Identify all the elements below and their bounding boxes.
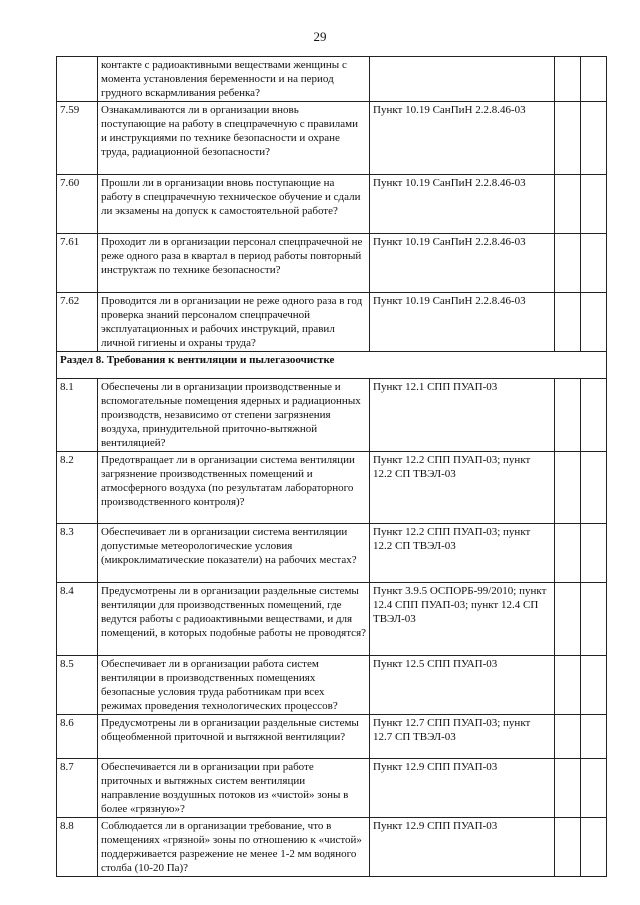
answer-cell[interactable] — [555, 524, 581, 583]
question-text: Предусмотрены ли в организации раздельные системы вентиляции для производственных помещений, где ведутся работы с радиоактивными веществами, и для помещений, в которых подобные работы не проводятся? — [98, 583, 370, 656]
item-number: 8.3 — [57, 524, 98, 583]
reference-text: Пункт 12.5 СПП ПУАП-03 — [370, 656, 555, 715]
note-cell[interactable] — [581, 293, 607, 352]
table-row — [57, 57, 607, 102]
note-cell[interactable] — [581, 379, 607, 452]
item-number: 8.6 — [57, 715, 98, 759]
table-row — [57, 759, 607, 818]
answer-cell[interactable] — [555, 583, 581, 656]
table-row — [57, 583, 607, 656]
answer-cell[interactable] — [555, 379, 581, 452]
item-number: 8.5 — [57, 656, 98, 715]
item-number: 8.7 — [57, 759, 98, 818]
reference-text — [370, 57, 555, 102]
note-cell[interactable] — [581, 57, 607, 102]
reference-text: Пункт 12.2 СПП ПУАП-03; пункт 12.2 СП ТВЭЛ-03 — [370, 452, 555, 524]
table-row — [57, 379, 607, 452]
table-row — [57, 293, 607, 352]
reference-text: Пункт 10.19 СанПиН 2.2.8.46-03 — [370, 175, 555, 234]
question-text: Предусмотрены ли в организации раздельные системы общеобменной приточной и вытяжной вентиляции? — [98, 715, 370, 759]
table-row — [57, 524, 607, 583]
answer-cell[interactable] — [555, 759, 581, 818]
item-number: 7.59 — [57, 102, 98, 175]
question-text: Обеспечивается ли в организации при работе приточных и вытяжных систем вентиляции направление воздушных потоков из «чистой» зоны в более «грязную»? — [98, 759, 370, 818]
item-number: 8.4 — [57, 583, 98, 656]
table-row — [57, 715, 607, 759]
question-text: Соблюдается ли в организации требование, что в помещениях «грязной» зоны по отношению к «чистой» поддерживается разрежение не менее 1-2 мм водяного столба (10-20 Па)? — [98, 818, 370, 877]
item-number: 8.2 — [57, 452, 98, 524]
question-text: Проходит ли в организации персонал спецпрачечной не реже одного раза в квартал в период работы повторный инструктаж по технике безопасности? — [98, 234, 370, 293]
question-text: Прошли ли в организации вновь поступающие на работу в спецпрачечную техническое обучение и сдали ли экзамены на допуск к самостоятельной работе? — [98, 175, 370, 234]
item-number: 7.62 — [57, 293, 98, 352]
answer-cell[interactable] — [555, 234, 581, 293]
question-text: Проводится ли в организации не реже одного раза в год проверка знаний персоналом спецпрачечной эксплуатационных и рабочих инструкций, правил личной гигиены и охраны труда? — [98, 293, 370, 352]
question-text: контакте с радиоактивными веществами женщины с момента установления беременности и на период грудного вскармливания ребенка? — [98, 57, 370, 102]
reference-text: Пункт 12.9 СПП ПУАП-03 — [370, 818, 555, 877]
note-cell[interactable] — [581, 583, 607, 656]
reference-text: Пункт 12.9 СПП ПУАП-03 — [370, 759, 555, 818]
note-cell[interactable] — [581, 715, 607, 759]
section-header-row — [57, 352, 607, 379]
answer-cell[interactable] — [555, 57, 581, 102]
item-number: 8.8 — [57, 818, 98, 877]
answer-cell[interactable] — [555, 818, 581, 877]
note-cell[interactable] — [581, 524, 607, 583]
note-cell[interactable] — [581, 452, 607, 524]
answer-cell[interactable] — [555, 102, 581, 175]
item-number: 8.1 — [57, 379, 98, 452]
reference-text: Пункт 12.2 СПП ПУАП-03; пункт 12.2 СП ТВЭЛ-03 — [370, 524, 555, 583]
page-number: 29 — [313, 29, 327, 44]
question-text: Обеспечивает ли в организации работа систем вентиляции в производственных помещениях безопасные условия труда работникам при всех режимах проведения технологических процессов? — [98, 656, 370, 715]
item-number — [57, 57, 98, 102]
item-number: 7.61 — [57, 234, 98, 293]
checklist-table — [56, 56, 607, 877]
answer-cell[interactable] — [555, 293, 581, 352]
question-text: Ознакамливаются ли в организации вновь поступающие на работу в спецпрачечную с правилами и инструкциями по технике безопасности и охране труда, радиационной безопасности? — [98, 102, 370, 175]
note-cell[interactable] — [581, 656, 607, 715]
answer-cell[interactable] — [555, 715, 581, 759]
question-text: Предотвращает ли в организации система вентиляции загрязнение производственных помещений и атмосферного воздуха (по результатам лабораторного производственного контроля)? — [98, 452, 370, 524]
reference-text: Пункт 10.19 СанПиН 2.2.8.46-03 — [370, 102, 555, 175]
reference-text: Пункт 12.1 СПП ПУАП-03 — [370, 379, 555, 452]
table-row — [57, 818, 607, 877]
reference-text: Пункт 12.7 СПП ПУАП-03; пункт 12.7 СП ТВЭЛ-03 — [370, 715, 555, 759]
table-row — [57, 452, 607, 524]
section-title: Раздел 8. Требования к вентиляции и пылегазоочистке — [57, 352, 607, 379]
reference-text: Пункт 10.19 СанПиН 2.2.8.46-03 — [370, 234, 555, 293]
reference-text: Пункт 3.9.5 ОСПОРБ-99/2010; пункт 12.4 СПП ПУАП-03; пункт 12.4 СП ТВЭЛ-03 — [370, 583, 555, 656]
note-cell[interactable] — [581, 102, 607, 175]
item-number: 7.60 — [57, 175, 98, 234]
reference-text: Пункт 10.19 СанПиН 2.2.8.46-03 — [370, 293, 555, 352]
note-cell[interactable] — [581, 818, 607, 877]
answer-cell[interactable] — [555, 452, 581, 524]
question-text: Обеспечивает ли в организации система вентиляции допустимые метеорологические условия (микроклиматические показатели) на рабочих местах? — [98, 524, 370, 583]
note-cell[interactable] — [581, 175, 607, 234]
table-row — [57, 234, 607, 293]
question-text: Обеспечены ли в организации производственные и вспомогательные помещения ядерных и радиационных производств, независимо от степени загрязнения воздуха, принудительной приточно-вытяжной вентиляцией? — [98, 379, 370, 452]
table-row — [57, 175, 607, 234]
note-cell[interactable] — [581, 759, 607, 818]
answer-cell[interactable] — [555, 656, 581, 715]
table-row — [57, 656, 607, 715]
table-row — [57, 102, 607, 175]
note-cell[interactable] — [581, 234, 607, 293]
answer-cell[interactable] — [555, 175, 581, 234]
